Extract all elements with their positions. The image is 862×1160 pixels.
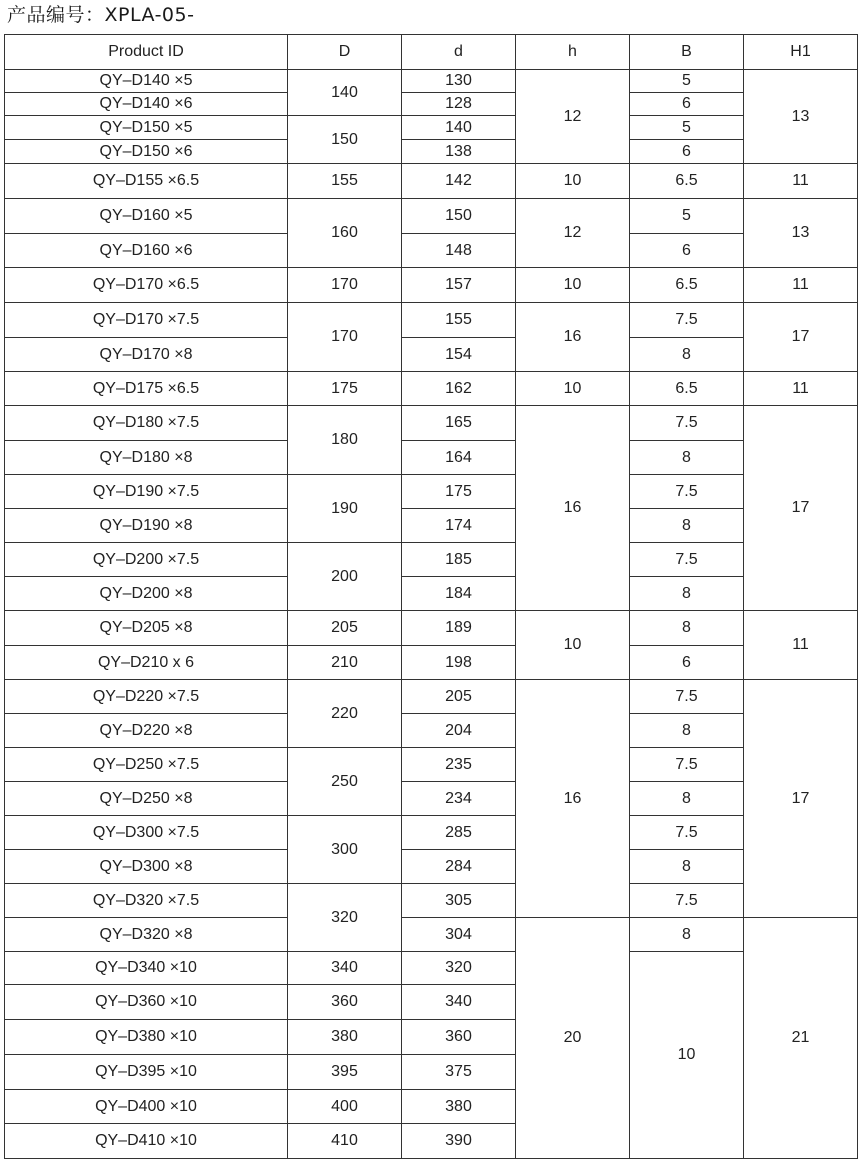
B-cell: 7.5 xyxy=(630,884,744,918)
header-h: h xyxy=(516,35,630,70)
B-cell: 6.5 xyxy=(630,164,744,199)
d-cell: 204 xyxy=(402,714,516,748)
product-id-cell: QY–D190 ×8 xyxy=(5,509,288,543)
B-cell: 8 xyxy=(630,509,744,543)
product-id-cell: QY–D180 ×7.5 xyxy=(5,406,288,441)
product-id-cell: QY–D170 ×8 xyxy=(5,338,288,372)
product-id-cell: QY–D220 ×8 xyxy=(5,714,288,748)
H1-cell: 21 xyxy=(744,918,858,1159)
D-cell: 140 xyxy=(288,70,402,116)
table-row xyxy=(5,748,858,782)
product-id-cell: QY–D170 ×7.5 xyxy=(5,303,288,338)
table-row xyxy=(5,234,858,268)
product-id-cell: QY–D210 x 6 xyxy=(5,646,288,680)
d-cell: 162 xyxy=(402,372,516,406)
product-id-cell: QY–D300 ×7.5 xyxy=(5,816,288,850)
B-cell: 5 xyxy=(630,199,744,234)
table-row xyxy=(5,816,858,850)
D-cell: 210 xyxy=(288,646,402,680)
D-cell: 180 xyxy=(288,406,402,475)
B-cell: 8 xyxy=(630,577,744,611)
d-cell: 155 xyxy=(402,303,516,338)
d-cell: 234 xyxy=(402,782,516,816)
d-cell: 380 xyxy=(402,1090,516,1124)
B-cell: 5 xyxy=(630,70,744,93)
product-id-cell: QY–D160 ×6 xyxy=(5,234,288,268)
D-cell: 360 xyxy=(288,985,402,1020)
h-cell: 10 xyxy=(516,611,630,680)
product-id-cell: QY–D190 ×7.5 xyxy=(5,475,288,509)
table-row xyxy=(5,543,858,577)
table-row xyxy=(5,199,858,234)
D-cell: 410 xyxy=(288,1124,402,1159)
table-row xyxy=(5,680,858,714)
table-row xyxy=(5,611,858,646)
d-cell: 189 xyxy=(402,611,516,646)
product-id-cell: QY–D150 ×6 xyxy=(5,140,288,164)
h-cell: 16 xyxy=(516,303,630,372)
table-row xyxy=(5,782,858,816)
D-cell: 155 xyxy=(288,164,402,199)
B-cell: 8 xyxy=(630,441,744,475)
product-id-cell: QY–D400 ×10 xyxy=(5,1090,288,1124)
product-id-cell: QY–D410 ×10 xyxy=(5,1124,288,1159)
product-id-cell: QY–D170 ×6.5 xyxy=(5,268,288,303)
d-cell: 128 xyxy=(402,93,516,116)
spec-table xyxy=(4,34,858,1159)
B-cell: 6.5 xyxy=(630,268,744,303)
B-cell: 6 xyxy=(630,646,744,680)
product-id-cell: QY–D360 ×10 xyxy=(5,985,288,1020)
table-row xyxy=(5,884,858,918)
header-H1: H1 xyxy=(744,35,858,70)
d-cell: 205 xyxy=(402,680,516,714)
table-row xyxy=(5,268,858,303)
h-cell: 10 xyxy=(516,164,630,199)
d-cell: 184 xyxy=(402,577,516,611)
D-cell: 170 xyxy=(288,268,402,303)
B-cell: 8 xyxy=(630,850,744,884)
table-row xyxy=(5,646,858,680)
B-cell: 7.5 xyxy=(630,748,744,782)
table-row xyxy=(5,140,858,164)
B-cell: 8 xyxy=(630,611,744,646)
table-row xyxy=(5,303,858,338)
h-cell: 16 xyxy=(516,406,630,611)
d-cell: 140 xyxy=(402,116,516,140)
D-cell: 205 xyxy=(288,611,402,646)
d-cell: 304 xyxy=(402,918,516,952)
B-cell: 6 xyxy=(630,140,744,164)
H1-cell: 11 xyxy=(744,611,858,680)
d-cell: 138 xyxy=(402,140,516,164)
header-B: B xyxy=(630,35,744,70)
B-cell: 7.5 xyxy=(630,303,744,338)
table-row xyxy=(5,714,858,748)
product-id-cell: QY–D200 ×8 xyxy=(5,577,288,611)
B-cell: 7.5 xyxy=(630,680,744,714)
H1-cell: 13 xyxy=(744,199,858,268)
d-cell: 235 xyxy=(402,748,516,782)
product-id-cell: QY–D340 ×10 xyxy=(5,952,288,985)
d-cell: 174 xyxy=(402,509,516,543)
D-cell: 400 xyxy=(288,1090,402,1124)
B-cell: 5 xyxy=(630,116,744,140)
product-id-cell: QY–D380 ×10 xyxy=(5,1020,288,1055)
product-id-cell: QY–D175 ×6.5 xyxy=(5,372,288,406)
B-cell: 6 xyxy=(630,234,744,268)
h-cell: 16 xyxy=(516,680,630,918)
H1-cell: 13 xyxy=(744,70,858,164)
table-row xyxy=(5,116,858,140)
product-code-title: 产品编号：XPLA-05- xyxy=(7,4,195,26)
h-cell: 12 xyxy=(516,199,630,268)
d-cell: 360 xyxy=(402,1020,516,1055)
B-cell: 7.5 xyxy=(630,816,744,850)
d-cell: 164 xyxy=(402,441,516,475)
spec-table-body xyxy=(5,70,858,1159)
table-row xyxy=(5,850,858,884)
D-cell: 175 xyxy=(288,372,402,406)
header-d: d xyxy=(402,35,516,70)
H1-cell: 11 xyxy=(744,372,858,406)
table-row xyxy=(5,441,858,475)
d-cell: 130 xyxy=(402,70,516,93)
product-id-cell: QY–D200 ×7.5 xyxy=(5,543,288,577)
header-D: D xyxy=(288,35,402,70)
H1-cell: 17 xyxy=(744,303,858,372)
header-row xyxy=(5,35,858,70)
h-cell: 10 xyxy=(516,268,630,303)
d-cell: 175 xyxy=(402,475,516,509)
product-id-cell: QY–D140 ×5 xyxy=(5,70,288,93)
table-row xyxy=(5,164,858,199)
header-product-id: Product ID xyxy=(5,35,288,70)
table-row xyxy=(5,338,858,372)
product-id-cell: QY–D220 ×7.5 xyxy=(5,680,288,714)
table-row xyxy=(5,372,858,406)
D-cell: 160 xyxy=(288,199,402,268)
B-cell: 8 xyxy=(630,714,744,748)
d-cell: 320 xyxy=(402,952,516,985)
table-row xyxy=(5,406,858,441)
table-row xyxy=(5,509,858,543)
B-cell: 6.5 xyxy=(630,372,744,406)
h-cell: 12 xyxy=(516,70,630,164)
d-cell: 150 xyxy=(402,199,516,234)
product-id-cell: QY–D300 ×8 xyxy=(5,850,288,884)
d-cell: 165 xyxy=(402,406,516,441)
B-cell: 8 xyxy=(630,782,744,816)
D-cell: 340 xyxy=(288,952,402,985)
table-row xyxy=(5,577,858,611)
table-row xyxy=(5,475,858,509)
D-cell: 320 xyxy=(288,884,402,952)
B-cell: 7.5 xyxy=(630,543,744,577)
H1-cell: 11 xyxy=(744,164,858,199)
product-id-cell: QY–D160 ×5 xyxy=(5,199,288,234)
d-cell: 340 xyxy=(402,985,516,1020)
D-cell: 200 xyxy=(288,543,402,611)
h-cell: 10 xyxy=(516,372,630,406)
product-id-cell: QY–D150 ×5 xyxy=(5,116,288,140)
B-cell: 8 xyxy=(630,918,744,952)
table-row xyxy=(5,70,858,93)
B-cell: 6 xyxy=(630,93,744,116)
table-row xyxy=(5,952,858,985)
B-cell: 10 xyxy=(630,952,744,1159)
product-id-cell: QY–D205 ×8 xyxy=(5,611,288,646)
table-row xyxy=(5,93,858,116)
d-cell: 148 xyxy=(402,234,516,268)
H1-cell: 11 xyxy=(744,268,858,303)
H1-cell: 17 xyxy=(744,680,858,918)
h-cell: 20 xyxy=(516,918,630,1159)
d-cell: 154 xyxy=(402,338,516,372)
product-id-cell: QY–D155 ×6.5 xyxy=(5,164,288,199)
d-cell: 157 xyxy=(402,268,516,303)
product-id-cell: QY–D320 ×8 xyxy=(5,918,288,952)
d-cell: 185 xyxy=(402,543,516,577)
d-cell: 142 xyxy=(402,164,516,199)
D-cell: 300 xyxy=(288,816,402,884)
D-cell: 190 xyxy=(288,475,402,543)
D-cell: 220 xyxy=(288,680,402,748)
product-id-cell: QY–D180 ×8 xyxy=(5,441,288,475)
product-id-cell: QY–D250 ×7.5 xyxy=(5,748,288,782)
d-cell: 390 xyxy=(402,1124,516,1159)
B-cell: 8 xyxy=(630,338,744,372)
B-cell: 7.5 xyxy=(630,406,744,441)
D-cell: 150 xyxy=(288,116,402,164)
D-cell: 250 xyxy=(288,748,402,816)
product-id-cell: QY–D395 ×10 xyxy=(5,1055,288,1090)
D-cell: 170 xyxy=(288,303,402,372)
d-cell: 284 xyxy=(402,850,516,884)
d-cell: 198 xyxy=(402,646,516,680)
table-row xyxy=(5,918,858,952)
product-id-cell: QY–D140 ×6 xyxy=(5,93,288,116)
D-cell: 380 xyxy=(288,1020,402,1055)
d-cell: 285 xyxy=(402,816,516,850)
D-cell: 395 xyxy=(288,1055,402,1090)
product-id-cell: QY–D250 ×8 xyxy=(5,782,288,816)
product-id-cell: QY–D320 ×7.5 xyxy=(5,884,288,918)
H1-cell: 17 xyxy=(744,406,858,611)
B-cell: 7.5 xyxy=(630,475,744,509)
d-cell: 305 xyxy=(402,884,516,918)
d-cell: 375 xyxy=(402,1055,516,1090)
